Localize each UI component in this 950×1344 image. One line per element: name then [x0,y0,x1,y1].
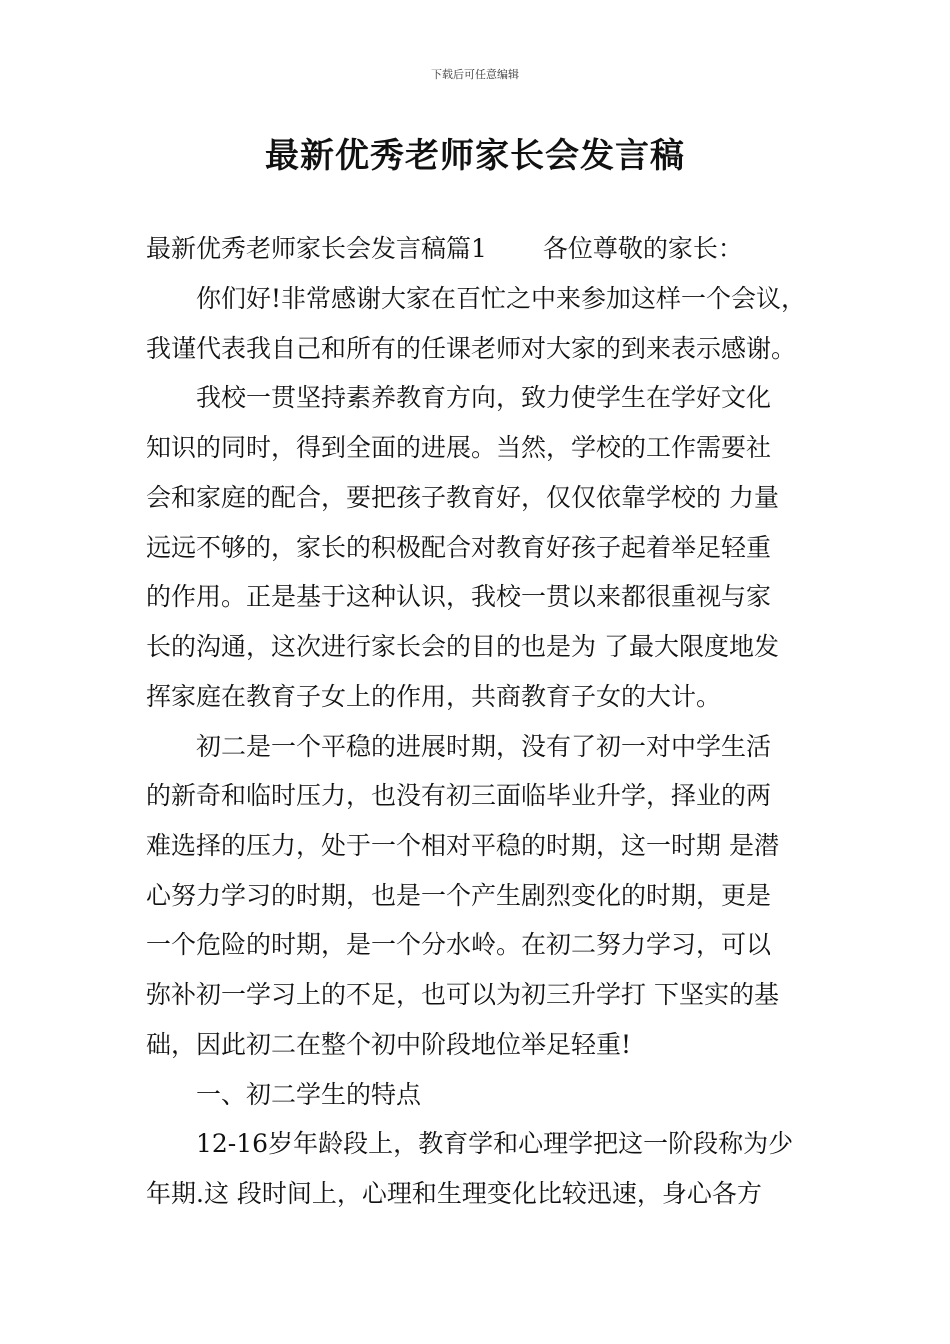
paragraph-line: 会和家庭的配合，要把孩子教育好，仅仅依靠学校的 力量 [146,483,779,512]
section-heading-characteristics: 一、初二学生的特点 [196,1080,422,1109]
subtitle-line [146,234,810,264]
header-note: 下载后可任意编辑 [431,68,519,81]
paragraph-line: 的新奇和临时压力，也没有初三面临毕业升学，择业的两 [146,781,772,810]
paragraph-line: 的作用。正是基于这种认识，我校一贯以来都很重视与家 [146,582,772,611]
section-heading: 最新优秀老师家长会发言稿篇1 [146,234,487,263]
paragraph-line: 我校一贯坚持素养教育方向，致力使学生在学好文化 [196,383,772,412]
paragraph-line: 年期.这 段时间上，心理和生理变化比较迅速，身心各方 [146,1179,762,1208]
paragraph-line: 挥家庭在教育子女上的作用，共商教育子女的大计。 [146,682,722,711]
paragraph-line: 12-16岁年龄段上，教育学和心理学把这一阶段称为少 [196,1129,794,1158]
paragraph-line: 一个危险的时期，是一个分水岭。在初二努力学习，可以 [146,930,772,959]
salutation: 各位尊敬的家长： [542,234,743,263]
paragraph-line: 知识的同时，得到全面的进展。当然，学校的工作需要社 [146,433,772,462]
paragraph-line: 你们好!非常感谢大家在百忙之中来参加这样一个会议， [196,284,807,313]
paragraph-line: 础，因此初二在整个初中阶段地位举足轻重! [146,1030,632,1059]
paragraph-line: 难选择的压力，处于一个相对平稳的时期，这一时期 是潜 [146,831,779,860]
paragraph-line: 心努力学习的时期，也是一个产生剧烈变化的时期，更是 [146,881,772,910]
paragraph-line: 我谨代表我自己和所有的任课老师对大家的到来表示感谢。 [146,334,797,363]
document-title: 最新优秀老师家长会发言稿 [265,136,685,176]
paragraph-line: 远远不够的，家长的积极配合对教育好孩子起着举足轻重 [146,533,772,562]
paragraph-line: 弥补初一学习上的不足，也可以为初三升学打 下坚实的基 [146,980,779,1009]
paragraph-line: 初二是一个平稳的进展时期，没有了初一对中学生活 [196,732,772,761]
paragraph-line: 长的沟通，这次进行家长会的目的也是为 了最大限度地发 [146,632,779,661]
